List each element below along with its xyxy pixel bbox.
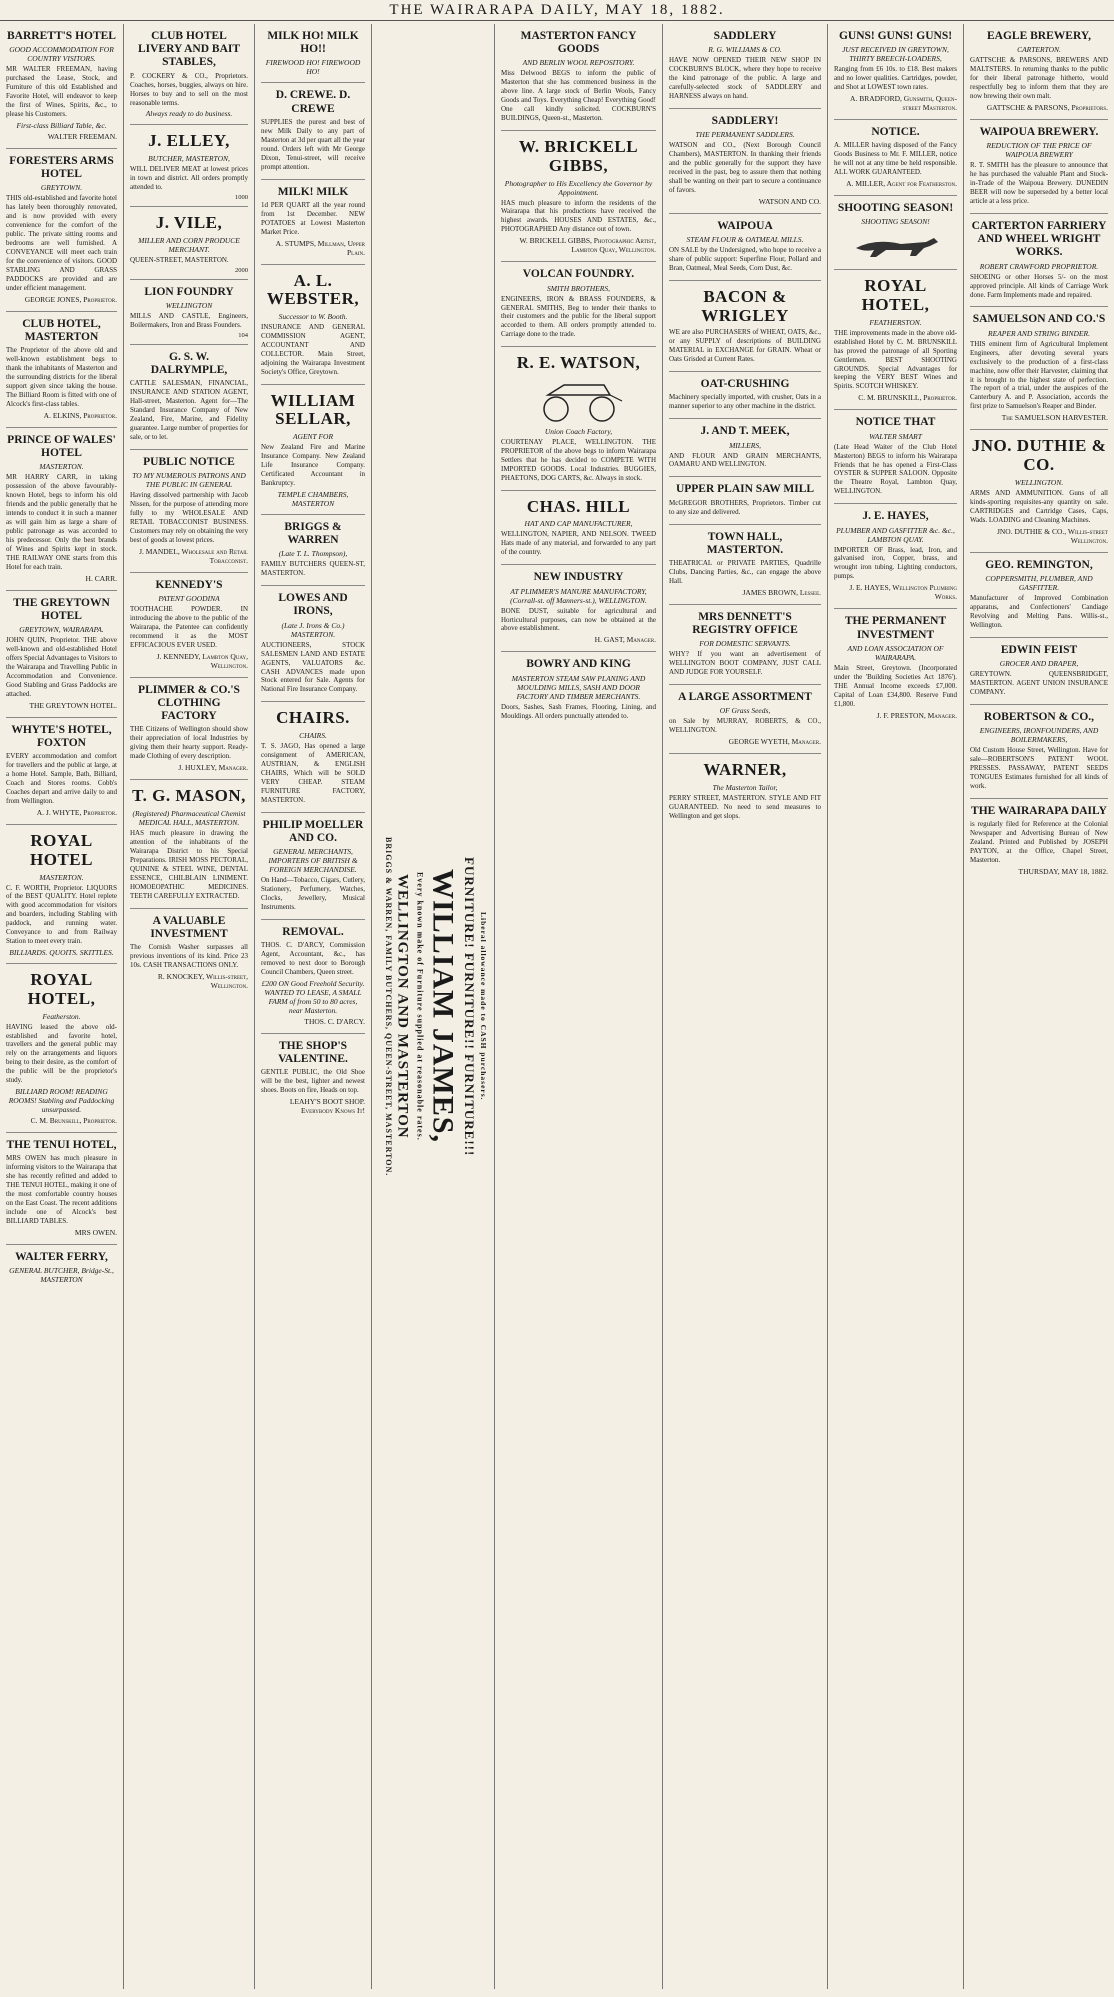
advertisement-body: GREYTOWN. QUEENSBRIDGET, MASTERTON. AGENT UNION INSURANCE COMPANY.	[970, 669, 1108, 696]
lion-foundry-advertisement	[130, 280, 248, 345]
advertisement-signature: THE GREYTOWN HOTEL.	[29, 701, 117, 710]
advertisement-subheading: Union Coach Factory,	[544, 427, 613, 437]
advertisement-number: 1000	[235, 194, 248, 202]
volcan-foundry-advertisement	[501, 262, 656, 347]
prince-of-wales-hotel-advertisement	[6, 428, 117, 591]
advertisement-body: THE Citizens of Wellington should show their appreciation of local Industries by giving them their hearty support. Ready-made Clothing of every description.	[130, 725, 248, 761]
advertisement-heading: ROYAL HOTEL,	[861, 276, 930, 315]
advertisement-body: IMPORTER OF Brass, lead, Iron, and galvanised iron, Copper, brass, and wrought iron tubing. Lighting conductors, pumps.	[834, 545, 957, 581]
the-shop-s-valentine-advertisement	[261, 1034, 365, 1122]
advertisement-heading: CARTERTON FARRIERY AND WHEEL WRIGHT WORKS.	[971, 219, 1107, 259]
a-valuable-investment-advertisement	[130, 909, 248, 997]
advertisement-heading: EAGLE BREWERY,	[987, 30, 1091, 42]
advertisement-subheading: OF Grass Seeds,	[719, 706, 771, 716]
advertisement-subheading: GREYTOWN, WAIRARAPA.	[19, 625, 104, 635]
advertisement-extra: BILLIARD ROOM! READING ROOMS! Stabling and Paddocking unsurpassed.	[8, 1087, 115, 1115]
advertisement-subheading: AND BERLIN WOOL REPOSITORY.	[522, 58, 635, 68]
advertisement-body: EVERY accommodation and comfort for travellers and the public at large, at a home Hotel. Sample, Bath, Billiard, Coach and Stores rooms. Cobb's Coaches depart and arrive daily to and from Wellington.	[6, 752, 117, 806]
advertisement-body: SHOEING or other Horses 5/- on the most approved principle. All kinds of Carriage Work done. Farm Implements made and repaired.	[970, 272, 1108, 299]
removal-advertisement	[261, 920, 365, 1034]
advertisement-extra: First-class Billiard Table, &c.	[16, 120, 107, 130]
advertisement-heading: EDWIN FEIST	[1000, 643, 1078, 656]
advertisement-body: ON SALE by the Undersigned, who hope to receive a share of public support: Superfine Flour, Pollard and Bran, Oatmeal, Meal Seeds, Corn Dust, &c.	[669, 246, 821, 273]
advertisement-heading: WAIPOUA	[717, 219, 773, 232]
advertisement-heading: BARRETT'S HOTEL	[7, 30, 116, 42]
advertisement-heading: A. L. WEBSTER,	[266, 270, 360, 309]
mrs-dennett-s-registry-office-advertisement	[669, 605, 821, 685]
advertisement-subheading: WELLINGTON.	[1014, 477, 1064, 487]
masthead	[0, 0, 1114, 21]
briggs-warren-advertisement	[261, 515, 365, 586]
jno-duthie-co-advertisement	[970, 430, 1108, 552]
column-7	[828, 24, 964, 1989]
advertisement-body: MR HARRY CARR, in taking possession of the above favourably-known Hotel, begs to inform his old friends and the public generally that he intends to conduct it in such a manner as will gain him as large a share of public patronage as was accorded to his predecessor. Only the best brands of Wines and Spirits kept in stock. THE RAILWAY ONE starts from this Hotel for each train.	[6, 473, 117, 571]
advertisement-heading: WHYTE'S HOTEL, FOXTON	[11, 724, 112, 750]
club-hotel-masterton-advertisement	[6, 312, 117, 428]
page-columns	[0, 24, 1114, 1989]
advertisement-heading: KENNEDY'S	[155, 578, 223, 591]
advertisement-heading: CHAIRS.	[276, 708, 350, 728]
advertisement-heading: LOWES AND IRONS,	[278, 592, 348, 618]
notice-advertisement	[834, 120, 957, 196]
column-8	[964, 24, 1114, 1989]
advertisement-extra: £200 ON Good Freehold Security. WANTED TO LEASE, A SMALL FARM of from 50 to 80 acres, near Masterton.	[261, 979, 365, 1015]
advertisement-body: THE improvements made in the above old-established Hotel by C. M. BRUNSKILL has proved the patronage of all Sporting Gentlemen. BEST SHOOTING GROUNDS. Special Advantages for keeping the VERY BEST Wines and Spirits. SCOTCH WHISKEY.	[834, 328, 957, 391]
advertisement-heading: J. E. HAYES,	[862, 510, 929, 523]
advertisement-body: New Zealand Fire and Marine Insurance Company. New Zealand Life Insurance Company. Certificated Accountant in Bankruptcy.	[261, 443, 365, 487]
advertisement-heading: MASTERTON FANCY GOODS	[520, 30, 637, 56]
advertisement-heading: MRS DENNETT'S REGISTRY OFFICE	[692, 610, 798, 637]
william-sellar-advertisement	[261, 385, 365, 515]
advertisement-heading: SAMUELSON AND CO.'S	[972, 313, 1106, 326]
advertisement-subheading: TO MY NUMEROUS PATRONS AND THE PUBLIC IN GENERAL	[132, 471, 246, 490]
advertisement-heading: J. AND T. MEEK,	[700, 425, 790, 438]
advertisement-heading: ROYAL HOTEL	[30, 831, 93, 869]
advertisement-heading: J. VILE,	[155, 213, 223, 233]
advertisement-subheading: AND LOAN ASSOCIATION OF WAIRARAPA.	[847, 643, 944, 662]
t-g-mason-advertisement	[130, 780, 248, 908]
bacon-wrigley-advertisement	[669, 281, 821, 372]
advertisement-heading: FORESTERS ARMS HOTEL	[9, 154, 114, 181]
a-l-webster-advertisement	[261, 265, 365, 385]
the-permanent-investment-advertisement	[834, 609, 957, 726]
samuelson-and-co-s-advertisement	[970, 307, 1108, 430]
advertisement-body: GENTLE PUBLIC, the Old Shoe will be the best, lighter and newest shoes. Boots on fire, Heads on top.	[261, 1068, 365, 1095]
r-e-watson-advertisement	[501, 347, 656, 490]
advertisement-subheading: REDUCTION OF THE PRICE OF WAIPOUA BREWERY	[986, 141, 1092, 160]
advertisement-subheading: MILLER AND CORN PRODUCE MERCHANT.	[138, 235, 240, 254]
advertisement-heading: CLUB HOTEL LIVERY AND BAIT STABLES,	[137, 30, 241, 69]
j-elley-advertisement	[130, 125, 248, 207]
advertisement-heading: SHOOTING SEASON!	[837, 202, 954, 215]
advertisement-body: FAMILY BUTCHERS QUEEN-ST, MASTERTON.	[261, 560, 365, 578]
advertisement-signature: JAMES BROWN, Lessee.	[742, 587, 821, 597]
advertisement-body: Machinery specially imported, with crusher, Oats in a manner superior to any other machine in the district.	[669, 393, 821, 411]
advertisement-subheading: HAT AND CAP MANUFACTURER,	[524, 519, 633, 529]
advertisement-subheading: CHAIRS.	[299, 731, 327, 741]
advertisement-signature: THURSDAY, MAY 18, 1882.	[1018, 866, 1108, 876]
advertisement-body: INSURANCE AND GENERAL COMMISSION AGENT, ACCOUNTANT AND COLLECTOR. Main Street, adjoining the Wairarapa Investment Society's Office, Greytown.	[261, 323, 365, 376]
foresters-arms-hotel-advertisement	[6, 149, 117, 312]
walter-ferry-advertisement	[6, 1245, 117, 1290]
advertisement-subheading: REAPER AND STRING BINDER.	[988, 328, 1090, 338]
advertisement-subheading: Successor to W. Booth.	[278, 312, 348, 321]
j-vile-advertisement	[130, 207, 248, 280]
advertisement-signature: WALTER FREEMAN.	[47, 131, 117, 141]
advertisement-heading: LION FOUNDRY	[144, 285, 234, 298]
advertisement-body: COURTENAY PLACE, WELLINGTON. THE PROPRIETOR of the above begs to inform Wairarapa Settlers that he has decided to COMPETE WITH IMPORTED GOODS. Local Industries. BUGGIES, PHAETONS, DOG CARTS, &c. Always in stock.	[501, 438, 656, 482]
advertisement-body: QUEEN-STREET, MASTERTON.	[130, 255, 229, 264]
advertisement-signature: J. F. PRESTON, Manager.	[876, 710, 957, 720]
advertisement-body: MR WALTER FREEMAN, having purchased the Lease, Stock, and Furniture of this old Established and Favorite Hotel, will endeavor to keep the first of Wines, Spirits, &c., to please his Customers.	[6, 65, 117, 118]
bowry-and-king-advertisement	[501, 652, 656, 727]
the-greytown-hotel-advertisement	[6, 591, 117, 718]
advertisement-subheading: MASTERTON.	[39, 462, 84, 472]
advertisement-heading: MILK! MILK	[277, 185, 349, 198]
royal-hotel-advertisement	[834, 270, 957, 410]
advertisement-subheading: GOOD ACCOMMODATION FOR COUNTRY VISITORS.	[9, 45, 114, 64]
advertisement-body: McGREGOR BROTHERS, Proprietors. Timber cut to any size and delivered.	[669, 498, 821, 516]
advertisement-subheading: GENERAL BUTCHER, Bridge-St., MASTERTON	[9, 1266, 114, 1285]
advertisement-body: HAS much pleasure to inform the residents of the Wairarapa that his productions have received the highest awards. HOUSES AND ESTATES, &c., PHOTOGRAPHED Any distance out of town.	[501, 198, 656, 234]
advertisement-signature: A. ELKINS, Proprietor.	[43, 410, 117, 420]
carriage-icon	[501, 377, 656, 423]
advertisement-heading: JNO. DUTHIE & CO.	[971, 436, 1107, 475]
advertisement-subheading: Featherston.	[42, 1011, 81, 1021]
advertisement-body: MRS OWEN has much pleasure in informing visitors to the Wairarapa that she has recently refitted and added to THE TENUI HOTEL, making it one of the most comfortable country houses on the East Coast. The recent additions include one of Alcock's best BILLIARD TABLES.	[6, 1154, 117, 1226]
advertisement-signature: LEAHY'S BOOT SHOP. Everybody Knows It!	[289, 1097, 365, 1116]
advertisement-body: CATTLE SALESMAN, FINANCIAL, INSURANCE AND STATION AGENT, Hall-street, Masterton. Agent for—The Standard Insurance Company of New Zealand, Fire, Marine, and Fidelity guarantee. Large number of properties for sale, or to let.	[130, 379, 248, 441]
shooting-season-advertisement	[834, 196, 957, 270]
advertisement-extra: Always ready to do business.	[145, 109, 233, 119]
advertisement-signature: H. GAST, Manager.	[594, 635, 656, 645]
advertisement-subheading: R. G. WILLIAMS & CO.	[708, 45, 782, 55]
advertisement-body: WATSON and CO., (Next Borough Council Chambers), MASTERTON. In thanking their friends and the public generally for the support they have received in the past, beg to assure them that nothing shall be wanting on their part to secure a continuance of favors.	[669, 141, 821, 194]
advertisement-signature: GEORGE JONES, Proprietor.	[24, 294, 117, 304]
advertisement-subheading: WELLINGTON	[165, 300, 213, 310]
j-and-t-meek-advertisement	[669, 419, 821, 477]
kennedy-s-advertisement	[130, 573, 248, 678]
advertisement-signature: W. BRICKELL GIBBS, Photographic Artist, Lambton Quay, Wellington.	[519, 236, 656, 255]
advertisement-body: BONE DUST, suitable for agricultural and Horticultural purposes, can now be obtained at the above establishment.	[501, 606, 656, 633]
advertisement-subheading: CARTERTON.	[1017, 45, 1061, 55]
advertisement-signature: H. CARR.	[85, 573, 117, 583]
advertisement-heading: SADDLERY!	[711, 114, 779, 127]
advertisement-heading: NOTICE.	[871, 126, 920, 139]
advertisement-subheading: MASTERTON.	[39, 872, 84, 882]
william-james-furniture-ad	[378, 24, 488, 1989]
advertisement-subheading: The Masterton Tailor,	[712, 782, 778, 792]
advertisement-body: (Late Head Waiter of the Club Hotel Masterton) BEGS to inform his Wairarapa Friends that he has opened a First-Class OYSTER & SUPPER SALOON. Opposite the Theatre Royal, Lambton Quay, WELLINGTON.	[834, 442, 957, 496]
advertisement-body: T. S. JAGO, Has opened a large consignment of AMERICAN, AUSTRIAN, & ENGLISH CHAIRS, Which will be SOLD VERY CHEAP. STEAM FURNITURE FACTORY, MASTERTON.	[261, 742, 365, 804]
advertisement-body: THEATRICAL or PRIVATE PARTIES, Quadrille Clubs, Dancing Parties, &c., can engage the above Hall.	[669, 559, 821, 585]
advertisement-heading: G. S. W. DALRYMPLE,	[150, 350, 228, 376]
advertisement-signature: WATSON AND CO.	[758, 196, 821, 206]
advertisement-signature: J. HUXLEY, Manager.	[178, 763, 248, 773]
vertical-line-4: WILLIAM JAMES,	[426, 869, 460, 1144]
advertisement-heading: ROBERTSON & CO.,	[983, 710, 1095, 723]
chairs-advertisement	[261, 702, 365, 812]
advertisement-heading: WILLIAM SELLAR,	[270, 390, 356, 429]
advertisement-heading: THE PERMANENT INVESTMENT	[844, 615, 947, 641]
advertisement-subheading: GROCER AND DRAPER,	[999, 658, 1079, 668]
advertisement-signature: A. BRADFORD, Gunsmith, Queen-street Masterton.	[850, 94, 957, 113]
advertisement-subheading: PATENT GOODINA	[158, 594, 220, 604]
advertisement-extra: TEMPLE CHAMBERS, MASTERTON	[277, 489, 349, 508]
advertisement-subheading: (Registered) Pharmaceutical Chemist MEDICAL HALL, MASTERTON.	[132, 808, 246, 827]
advertisement-body: The Proprietor of the above old and well-known establishment begs to thank the inhabitants of Masterton and the surrounding districts for the liberal support given since taking the house. The Billiard Room is fitted with one of Alcock's first-class tables.	[6, 346, 117, 409]
advertisement-heading: MILK HO! MILK HO!!	[267, 30, 359, 56]
advertisement-body: The Cornish Washer surpasses all previous inventions of its kind. Price 23 10s. CASH TRANSACTIONS ONLY.	[130, 943, 248, 969]
advertisement-heading: A LARGE ASSORTMENT	[678, 691, 812, 704]
vertical-line-2: WELLINGTON AND MASTERTON	[394, 874, 411, 1139]
advertisement-subheading: ENGINEERS, IRONFOUNDERS, AND BOILERMAKERS,	[979, 725, 1099, 744]
advertisement-heading: NEW INDUSTRY	[533, 571, 624, 584]
a-large-assortment-advertisement	[669, 685, 821, 754]
advertisement-heading: BOWRY AND KING	[526, 658, 631, 671]
advertisement-body: C. F. WORTH, Proprietor. LIQUORS of the BEST QUALITY. Hotel replete with good accommodation for visitors and boarders, including Stabling with paddock, and running water. Conveyance to and from Railway Station to meet every train.	[6, 883, 117, 946]
advertisement-body: Main Street, Greytown. (Incorporated under the 'Building Societies Act 1876'). THE Annual Income exceeds £7,000. Capital of Loan £34,800. Reserve Fund £1,800.	[834, 663, 957, 708]
advertisement-body: GATTSCHE & PARSONS, BREWERS AND MALTSTERS. In returning thanks to the public for their liberal patronage hitherto, would respectfully beg to inform them that they are now brewing their own malt.	[970, 56, 1108, 101]
advertisement-body: HAVING leased the above old-established and favorite hotel, travellers and the general public may rely on the arrangements and liquors being to their desire, as the comfort of the public will be the proprietor's study.	[6, 1022, 117, 1085]
advertisement-heading: WALTER FERRY,	[15, 1251, 108, 1264]
chas-hill-advertisement	[501, 491, 656, 566]
vertical-line-5: FURNITURE! FURNITURE!! FURNITURE!!!	[461, 856, 477, 1157]
advertisement-heading: WAIPOUA BREWERY.	[979, 125, 1099, 138]
advertisement-signature: C. M. BRUNSKILL, Proprietor.	[858, 393, 957, 403]
advertisement-body: Manufacturer of Improved Combination apparatus, and Confectioners' Candiage Revolving and Melting Pans. Willis-st., Wellington.	[970, 593, 1108, 629]
waipoua-advertisement	[669, 214, 821, 281]
advertisement-body: 1d PER QUART all the year round from 1st December. NEW POTATOES at Lowest Masterton Market Price.	[261, 200, 365, 236]
advertisement-heading: OAT-CRUSHING	[700, 378, 790, 391]
milk-milk-advertisement	[261, 180, 365, 265]
advertisement-heading: PLIMMER & CO.'S CLOTHING FACTORY	[138, 683, 240, 723]
advertisement-heading: PHILIP MOELLER AND CO.	[262, 818, 364, 844]
advertisement-body: THIS eminent firm of Agricultural Implement Engineers, after devoting several years exclusively to the production of a first-class machine, now offer their Harvester, claiming that it is brought to the highest state of perfection. The report of a trial, under the auspices of the Canterbury A. and P. Association, accords the first prize to Samuelson's Reaper and Binder.	[970, 339, 1108, 411]
advertisement-signature: C. M. Brunskill, Proprietor.	[30, 1116, 117, 1126]
saddlery-advertisement	[669, 24, 821, 109]
club-hotel-livery-and-bait-stables-advertisement	[130, 24, 248, 125]
advertisement-signature: J. E. HAYES, Wellington Plumbing Works.	[849, 583, 957, 602]
barrett-s-hotel-advertisement	[6, 24, 117, 149]
advertisement-heading: CHAS. HILL	[526, 496, 631, 516]
advertisement-body: AUCTIONEERS, STOCK SALESMEN LAND AND ESTATE AGENTS, VALUATORS &c. CASH ADVANCES made upon Stock entered for Sale. Agents for National Fire Insurance Company.	[261, 640, 365, 694]
plimmer-co-s-clothing-factory-advertisement	[130, 678, 248, 780]
advertisement-subheading: BUTCHER, MASTERTON,	[148, 154, 230, 164]
advertisement-body: MILLS AND CASTLE, Engineers, Boilermakers, Iron and Brass Founders.	[130, 311, 248, 329]
advertisement-subheading: Photographer to His Excellency the Governor by Appointment.	[504, 178, 653, 197]
w-brickell-gibbs-advertisement	[501, 131, 656, 262]
advertisement-signature: THOS. C. D'ARCY.	[304, 1017, 365, 1026]
advertisement-heading: BRIGGS & WARREN	[284, 520, 342, 547]
d-crewe-d-crewe-advertisement	[261, 83, 365, 179]
column-4-vertical-ad	[372, 24, 495, 1989]
advertisement-heading: A VALUABLE INVESTMENT	[150, 914, 228, 940]
robertson-co-advertisement	[970, 705, 1108, 799]
upper-plain-saw-mill-advertisement	[669, 477, 821, 524]
vertical-line-1: BRIGGS & WARREN, FAMILY BUTCHERS, QUEEN-STREET, MASTERTON.	[383, 836, 393, 1177]
column-6	[663, 24, 828, 1989]
advertisement-heading: THE GREYTOWN HOTEL	[13, 596, 110, 623]
advertisement-body: Doors, Sashes, Sash Frames, Flooring, Lining, and Mouldings. All orders punctually attended to.	[501, 702, 656, 720]
edwin-feist-advertisement	[970, 638, 1108, 705]
whyte-s-hotel-foxton-advertisement	[6, 718, 117, 825]
advertisement-heading: REMOVAL.	[282, 925, 344, 938]
advertisement-subheading: SHOOTING SEASON!	[861, 217, 930, 227]
advertisement-body: Ranging from £6 10s. to £18. Best makers and no lower qualities. Cartridges, powder, and Shot at LOWEST town rates.	[834, 65, 957, 92]
advertisement-body: PERRY STREET, MASTERTON. STYLE AND FIT GUARANTEED. No need to send measures to Wellington and get slops.	[669, 793, 821, 820]
advertisement-subheading: GREYTOWN.	[40, 183, 83, 193]
advertisement-body: P. COCKERY & CO., Proprietors. Coaches, horses, buggies, always on hire. Horses to buy and to sell on the most reasonable terms.	[130, 71, 248, 107]
advertisement-subheading: PLUMBER AND GASFITTER &c. &c., LAMBTON QUAY.	[836, 525, 955, 544]
advertisement-heading: R. E. WATSON,	[516, 353, 641, 373]
advertisement-heading: UPPER PLAIN SAW MILL	[675, 483, 815, 496]
advertisement-number: 104	[238, 331, 248, 339]
advertisement-body: A. MILLER having disposed of the Fancy Goods Business to Mr. F. MILLER, notice he will not at any time be held responsible. ALL WORK GUARANTEED.	[834, 141, 957, 177]
advertisement-subheading: MASTERTON STEAM SAW PLANING AND MOULDING MILLS, SASH AND DOOR FACTORY AND TIMBER MERCHANTS.	[511, 673, 646, 701]
advertisement-signature: J. KENNEDY, Lambton Quay, Wellington.	[156, 651, 248, 670]
newspaper-title: THE WAIRARAPA DAILY, MAY 18, 1882.	[389, 1, 725, 18]
advertisement-heading: PUBLIC NOTICE	[143, 455, 235, 468]
advertisement-subheading: WALTER SMART	[869, 431, 922, 441]
advertisement-body: THIS old-established and favorite hotel has lately been thoroughly renovated, and is now provided with every convenience for the comfort of the public. The private sitting rooms and bedrooms are well furnished. A CONVEYANCE will meet each train for the convenience of visitors. GOOD STABLING AND GRASS PADDOCKS are provided and are under efficient management.	[6, 194, 117, 292]
advertisement-body: ENGINEERS, IRON & BRASS FOUNDERS, & GENERAL SMITHS, Beg to tender their thanks to their customers and the public for the liberal support accorded to them. All orders promptly attended to. Carriage done to the trade.	[501, 294, 656, 339]
advertisement-signature: GEORGE WYETH, Manager.	[728, 737, 821, 747]
royal-hotel-advertisement	[6, 825, 117, 964]
milk-ho-milk-ho-advertisement	[261, 24, 365, 83]
advertisement-body: Miss Delwood BEGS to inform the public of Masterton that she has commenced business in the above line. A large stock of Berlin Wools, Fancy Goods and Toys. Everything Cheap! Everything Good! One call kindly solicited. COCKBURN'S BUILDINGS, Queen-st., Masterton.	[501, 69, 656, 123]
advertisement-subheading: ROBERT CRAWFORD PROPRIETOR.	[979, 261, 1099, 271]
advertisement-signature: The SAMUELSON HARVESTER.	[1001, 413, 1108, 423]
advertisement-signature: A. J. WHYTE, Proprietor.	[36, 808, 117, 818]
column-2	[124, 24, 255, 1989]
advertisement-body: JOHN QUIN, Proprietor. THE above well-known and old-established Hotel offers Special Advantages to Visitors to the Wairarapa and Travelling Public in Accommodation and Convenience. Good Stabling and Grass Paddocks are attached.	[6, 636, 117, 699]
advertisement-heading: T. G. MASON,	[132, 786, 246, 806]
oat-crushing-advertisement	[669, 372, 821, 419]
advertisement-signature: R. KNOCKEY, Willis-street, Wellington.	[157, 971, 248, 990]
advertisement-signature: A. STUMPS, Millman, Upper Plain.	[275, 238, 365, 257]
advertisement-heading: J. ELLEY,	[148, 131, 230, 151]
advertisement-body: WILL DELIVER MEAT at lowest prices in town and district. All orders promptly attended to.	[130, 165, 248, 192]
carterton-farriery-and-wheel-wright-work-advertisement	[970, 214, 1108, 308]
advertisement-heading: NOTICE THAT	[855, 416, 936, 429]
advertisement-subheading: FOR DOMESTIC SERVANTS.	[699, 639, 791, 649]
advertisement-subheading: AT PLIMMER'S MANURE MANUFACTORY, (Corrall-st. off Manners-st.), WELLINGTON.	[510, 586, 647, 605]
advertisement-subheading: THE PERMANENT SADDLERS.	[695, 130, 795, 140]
notice-that-advertisement	[834, 410, 957, 504]
advertisement-signature: A. MILLER, Agent for Featherston.	[846, 179, 957, 189]
advertisement-body: HAS much pleasure in drawing the attention of the inhabitants of the Wairarapa District to his Special Preparations. IRISH MOSS PECTORAL, QUININE & STEEL WINE, DENTAL ESSENCE, CHILBLAIN LINIMENT. HOMOEOPATHIC MEDICINES. TEETH CAREFULLY EXTRACTED.	[130, 828, 248, 900]
column-5	[495, 24, 663, 1989]
advertisement-number: 2000	[235, 266, 248, 274]
advertisement-body: WHY? If you want an advertisement of WELLINGTON BOOT COMPANY, JUST CALL AND JUDGE FOR YOURSELF.	[669, 650, 821, 677]
advertisement-body: ARMS AND AMMUNITION. Guns of all kinds-sporting requisites-any quantity on sale. CARTRIDGES and Cartridge Cases, Caps, Wads. LOADING and Cleaning Machines.	[970, 488, 1108, 524]
advertisement-body: Old Custom House Street, Wellington. Have for sale—ROBERTSON'S PATENT WOOL PRESSES. PASSAWAY, PATENT SEEDS TONGUES Estimates furnished for all kinds of work.	[970, 745, 1108, 790]
advertisement-heading: GUNS! GUNS! GUNS!	[838, 30, 953, 42]
advertisement-signature: MRS OWEN.	[74, 1228, 117, 1238]
advertisement-subheading: STEAM FLOUR & OATMEAL MILLS.	[686, 235, 804, 245]
warner-advertisement	[669, 754, 821, 828]
advertisement-body: WELLINGTON, NAPIER, AND NELSON. TWEED Hats made of any material, and forwarded to any part of the country.	[501, 530, 656, 557]
advertisement-body: is regularly filed for Reference at the Colonial Newspaper and Advertising Bureau of New Zealand. Printed and Published by JOSEPH PAYTON, at the Office, Chapel Street, Masterton.	[970, 819, 1108, 864]
advertisement-body: on Sale by MURRAY, ROBERTS, & CO., WELLINGTON.	[669, 717, 821, 735]
advertisement-heading: CLUB HOTEL, MASTERTON	[22, 317, 101, 344]
advertisement-body: AND FLOUR AND GRAIN MERCHANTS, OAMARU AND WELLINGTON.	[669, 451, 821, 469]
public-notice-advertisement	[130, 450, 248, 573]
advertisement-extra: BILLIARDS. QUOITS. SKITTLES.	[9, 948, 114, 958]
vertical-line-3: Every known make of Furniture supplied at reasonable rates.	[415, 872, 425, 1141]
advertisement-heading: WARNER,	[703, 760, 787, 780]
advertisement-body: Having dissolved partnership with Jacob Nissen, for the purpose of attending more fully to my WHOLESALE AND RETAIL TOBACCONIST BUSINESS. Customers may rely on obtaining the very best of goods at lowest prices.	[130, 491, 248, 544]
g-s-w-dalrymple-advertisement	[130, 345, 248, 450]
advertisement-subheading: JUST RECEIVED IN GREYTOWN, THIRTY BREECH-LOADERS,	[842, 45, 949, 64]
column-1	[0, 24, 124, 1989]
advertisement-body: On Hand—Tobacco, Cigars, Cutlery, Stationery, Perfumery, Watches, Clocks, Jewellery, Musical Instruments.	[261, 876, 365, 912]
j-e-hayes-advertisement	[834, 504, 957, 609]
advertisement-subheading: FEATHERSTON.	[869, 317, 922, 327]
eagle-brewery-advertisement	[970, 24, 1108, 120]
advertisement-heading: VOLCAN FOUNDRY.	[522, 268, 635, 281]
advertisement-subheading: GENERAL MERCHANTS, IMPORTERS OF BRITISH & FOREIGN MERCHANDISE.	[268, 847, 358, 875]
philip-moeller-and-co-advertisement	[261, 813, 365, 920]
advertisement-heading: D. CREWE. D. CREWE	[275, 89, 351, 115]
guns-guns-guns-advertisement	[834, 24, 957, 120]
advertisement-subheading: SMITH BROTHERS,	[547, 283, 610, 293]
advertisement-body: R. T. SMITH has the pleasure to announce that he has purchased the valuable Plant and Stock-in-Trade of the Waipoua Brewery. DUNEDIN BEER will now be superseded by a better local article at a less price.	[970, 161, 1108, 206]
advertisement-subheading: (Late J. Irons & Co.) MASTERTON.	[281, 620, 345, 639]
vertical-line-6: Liberal allowance made to CASH purchasers.	[479, 912, 488, 1101]
advertisement-subheading: FIREWOOD HO! FIREWOOD HO!	[265, 58, 361, 77]
advertisement-heading: THE SHOP'S VALENTINE.	[278, 1040, 348, 1066]
waipoua-brewery-advertisement	[970, 120, 1108, 214]
advertisement-heading: PRINCE OF WALES' HOTEL	[7, 433, 116, 460]
town-hall-masterton-advertisement	[669, 525, 821, 605]
lowes-and-irons-advertisement	[261, 586, 365, 702]
royal-hotel-advertisement	[6, 964, 117, 1133]
advertisement-signature: JNO. DUTHIE & CO., Willis-street Wellington.	[996, 526, 1108, 545]
advertisement-heading: BACON & WRIGLEY	[701, 287, 789, 325]
advertisement-signature: GATTSCHE & PARSONS, Proprietors.	[986, 102, 1108, 112]
advertisement-heading: GEO. REMINGTON,	[985, 558, 1093, 571]
advertisement-heading: W. BRICKELL GIBBS,	[518, 137, 639, 175]
advertisement-body: THOS. C. D'ARCY, Commission Agent, Accountant, &c., has removed to next door to Borough Council Chambers, Queen street.	[261, 941, 365, 977]
advertisement-heading: THE TENUI HOTEL,	[6, 1139, 117, 1152]
advertisement-heading: ROYAL HOTEL,	[27, 970, 96, 1008]
advertisement-body: SUPPLIES the purest and best of new Milk Daily to any part of Masterton at 3d per quart all the year round. Orders left with Mr George Dixon, Tenui-street, will receive prompt attention.	[261, 117, 365, 171]
advertisement-signature: J. MANDEL, Wholesale and Retail Tobacconist.	[139, 546, 248, 565]
masterton-fancy-goods-advertisement	[501, 24, 656, 131]
column-3	[255, 24, 372, 1989]
advertisement-body: HAVE NOW OPENED THEIR NEW SHOP IN COCKBURN'S BLOCK, where they hope to receive the kind patronage of the public. A large and carefully-selected stock of SADDLERY and HARNESS always on hand.	[669, 56, 821, 101]
advertisement-heading: THE WAIRARAPA DAILY	[971, 804, 1107, 817]
hunting-dog-icon	[834, 230, 957, 260]
the-tenui-hotel-advertisement	[6, 1133, 117, 1245]
advertisement-body: TOOTHACHE POWDER. IN introducing the above to the public of the Wairarapa, the Patentee can confidently recommend it as the MOST EFFICACIOUS EVER USED.	[130, 605, 248, 649]
saddlery-advertisement	[669, 109, 821, 214]
new-industry-advertisement	[501, 565, 656, 652]
advertisement-subheading: COPPERSMITH, PLUMBER, AND GASFITTER.	[985, 573, 1093, 592]
advertisement-heading: SADDLERY	[713, 30, 777, 42]
advertisement-subheading: MILLERS,	[729, 440, 761, 450]
advertisement-subheading: (Late T. L. Thompson),	[278, 549, 348, 559]
advertisement-body: WE are also PURCHASERS of WHEAT, OATS, &c., or any SUPPLY of descriptions of BUILDING MATERIAL in EXCHANGE for GRAIN. Wheat or Oats Grisded at Current Rates.	[669, 328, 821, 364]
advertisement-subheading: AGENT FOR	[292, 432, 334, 442]
advertisement-heading: TOWN HALL, MASTERTON.	[706, 530, 784, 556]
geo-remington-advertisement	[970, 553, 1108, 638]
the-wairarapa-daily-advertisement	[970, 799, 1108, 883]
